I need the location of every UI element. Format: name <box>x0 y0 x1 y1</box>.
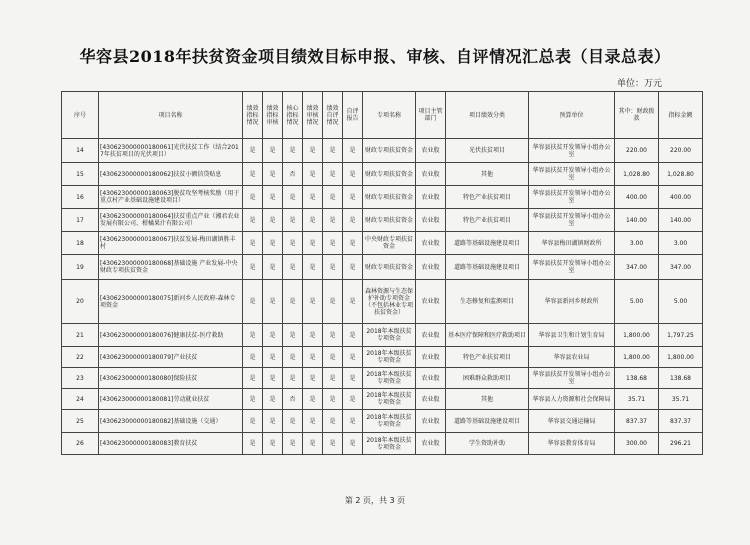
performance-review-cell: 是 <box>303 368 323 389</box>
table-row <box>62 163 703 186</box>
performance-review-cell: 是 <box>303 410 323 433</box>
core-indicator-cell: 是 <box>283 433 303 455</box>
indicator-amount-cell: 220.00 <box>659 139 703 163</box>
project-name-cell: [430623000000180067]扶贫发展-梅田湖镇胜丰村 <box>99 232 243 255</box>
performance-review-cell: 是 <box>303 163 323 186</box>
indicator-amount-cell: 347.00 <box>659 255 703 280</box>
budget-unit-cell: 华容县扶贫开发领导小组办公室 <box>529 209 615 232</box>
budget-unit-cell: 华容县农业局 <box>529 347 615 368</box>
project-name-cell: [430623000000180083]教育扶贫 <box>99 433 243 455</box>
fiscal-allocation-cell: 347.00 <box>615 255 659 280</box>
category-cell: 基本医疗保障和医疗救助项目 <box>446 324 529 347</box>
special-fund-cell: 2018年本级扶贫专项资金 <box>363 347 416 368</box>
core-indicator-cell: 否 <box>283 389 303 410</box>
header-indicator-status: 绩效指标情况 <box>243 92 263 139</box>
header-category: 项目绩效分类 <box>446 92 529 139</box>
indicator-amount-cell: 296.21 <box>659 433 703 455</box>
indicator-review-cell: 是 <box>263 410 283 433</box>
indicator-amount-cell: 3.00 <box>659 232 703 255</box>
self-evaluation-cell: 是 <box>323 368 343 389</box>
category-cell: 道路等基础设施建设项目 <box>446 410 529 433</box>
self-report-cell: 是 <box>343 433 363 455</box>
row-number-cell: 17 <box>62 209 99 232</box>
indicator-status-cell: 是 <box>243 163 263 186</box>
table-row <box>62 139 703 163</box>
performance-review-cell: 是 <box>303 139 323 163</box>
header-fiscal-allocation: 其中：财政拨款 <box>615 92 659 139</box>
self-evaluation-cell: 是 <box>323 433 343 455</box>
self-report-cell: 是 <box>343 139 363 163</box>
performance-review-cell: 是 <box>303 209 323 232</box>
indicator-amount-cell: 1,028.80 <box>659 163 703 186</box>
self-report-cell: 是 <box>343 280 363 324</box>
budget-unit-cell: 华容县扶贫开发领导小组办公室 <box>529 139 615 163</box>
indicator-status-cell: 是 <box>243 186 263 209</box>
indicator-status-cell: 是 <box>243 368 263 389</box>
header-indicator-amount: 指标金额 <box>659 92 703 139</box>
core-indicator-cell: 是 <box>283 209 303 232</box>
self-evaluation-cell: 是 <box>323 163 343 186</box>
unit-label: 单位：万元 <box>616 79 662 89</box>
fiscal-allocation-cell: 1,800.00 <box>615 347 659 368</box>
core-indicator-cell: 否 <box>283 163 303 186</box>
fiscal-allocation-cell: 1,028.80 <box>615 163 659 186</box>
indicator-status-cell: 是 <box>243 433 263 455</box>
self-evaluation-cell: 是 <box>323 280 343 324</box>
category-cell: 其他 <box>446 163 529 186</box>
table-row <box>62 410 703 433</box>
row-number-cell: 14 <box>62 139 99 163</box>
department-cell: 农业股 <box>416 433 446 455</box>
row-number-cell: 21 <box>62 324 99 347</box>
project-name-cell: [430623000000180075]新河乡人民政府-森林专项资金 <box>99 280 243 324</box>
department-cell: 农业股 <box>416 347 446 368</box>
indicator-review-cell: 是 <box>263 186 283 209</box>
self-report-cell: 是 <box>343 209 363 232</box>
self-evaluation-cell: 是 <box>323 232 343 255</box>
project-name-cell: [430623000000180064]扶贫重点产业（湘君农业发展有限公司、柑橘果汁有限公司） <box>99 209 243 232</box>
department-cell: 农业股 <box>416 368 446 389</box>
fiscal-allocation-cell: 1,800.00 <box>615 324 659 347</box>
indicator-review-cell: 是 <box>263 324 283 347</box>
performance-review-cell: 是 <box>303 433 323 455</box>
header-self-report: 自评报告 <box>343 92 363 139</box>
indicator-review-cell: 是 <box>263 255 283 280</box>
indicator-amount-cell: 1,800.00 <box>659 347 703 368</box>
project-name-cell: [430623000000180081]劳动就业扶贫 <box>99 389 243 410</box>
department-cell: 农业股 <box>416 163 446 186</box>
indicator-amount-cell: 35.71 <box>659 389 703 410</box>
special-fund-cell: 2018年本级扶贫专项资金 <box>363 433 416 455</box>
special-fund-cell: 2018年本级扶贫专项资金 <box>363 368 416 389</box>
performance-review-cell: 是 <box>303 347 323 368</box>
row-number-cell: 25 <box>62 410 99 433</box>
special-fund-cell: 财政专项扶贫资金 <box>363 209 416 232</box>
special-fund-cell: 中央财政专项扶贫资金 <box>363 232 416 255</box>
table-row <box>62 389 703 410</box>
core-indicator-cell: 是 <box>283 139 303 163</box>
category-cell: 其他 <box>446 389 529 410</box>
table-row <box>62 186 703 209</box>
project-name-cell: [430623000000180082]基础设施（交通） <box>99 410 243 433</box>
table-row <box>62 232 703 255</box>
self-report-cell: 是 <box>343 163 363 186</box>
budget-unit-cell: 华容县扶贫开发领导小组办公室 <box>529 255 615 280</box>
core-indicator-cell: 是 <box>283 410 303 433</box>
special-fund-cell: 2018年本级扶贫专项资金 <box>363 389 416 410</box>
fiscal-allocation-cell: 5.00 <box>615 280 659 324</box>
table-row <box>62 433 703 455</box>
self-report-cell: 是 <box>343 232 363 255</box>
department-cell: 农业股 <box>416 389 446 410</box>
indicator-amount-cell: 5.00 <box>659 280 703 324</box>
self-report-cell: 是 <box>343 347 363 368</box>
page-title: 华容县2018年扶贫资金项目绩效目标申报、审核、自评情况汇总表（目录总表） <box>79 47 671 66</box>
fiscal-allocation-cell: 3.00 <box>615 232 659 255</box>
project-name-cell: [430623000000180062]扶贫小额信贷贴息 <box>99 163 243 186</box>
table-row <box>62 255 703 280</box>
department-cell: 农业股 <box>416 280 446 324</box>
self-report-cell: 是 <box>343 368 363 389</box>
header-department: 项目主管部门 <box>416 92 446 139</box>
project-name-cell: [430623000000180080]保险扶贫 <box>99 368 243 389</box>
self-evaluation-cell: 是 <box>323 389 343 410</box>
row-number-cell: 15 <box>62 163 99 186</box>
header-special-fund: 专项名称 <box>363 92 416 139</box>
special-fund-cell: 2018年本级扶贫专项资金 <box>363 410 416 433</box>
page-footer: 第 2 页，共 3 页 <box>344 496 406 505</box>
indicator-status-cell: 是 <box>243 139 263 163</box>
performance-review-cell: 是 <box>303 186 323 209</box>
department-cell: 农业股 <box>416 410 446 433</box>
header-core-indicator: 核心指标情况 <box>283 92 303 139</box>
budget-unit-cell: 华容县新河乡财政所 <box>529 280 615 324</box>
department-cell: 农业股 <box>416 232 446 255</box>
fiscal-allocation-cell: 140.00 <box>615 209 659 232</box>
indicator-status-cell: 是 <box>243 232 263 255</box>
header-row <box>62 92 703 139</box>
self-evaluation-cell: 是 <box>323 347 343 368</box>
category-cell: 生态修复和监测项目 <box>446 280 529 324</box>
self-evaluation-cell: 是 <box>323 255 343 280</box>
category-cell: 光伏扶贫项目 <box>446 139 529 163</box>
fiscal-allocation-cell: 35.71 <box>615 389 659 410</box>
indicator-status-cell: 是 <box>243 324 263 347</box>
self-evaluation-cell: 是 <box>323 324 343 347</box>
core-indicator-cell: 是 <box>283 324 303 347</box>
indicator-status-cell: 是 <box>243 389 263 410</box>
core-indicator-cell: 是 <box>283 255 303 280</box>
project-name-cell: [430623000000180061]光伏扶贫工作（结合2017年扶贫项目的光伏项目） <box>99 139 243 163</box>
row-number-cell: 23 <box>62 368 99 389</box>
indicator-review-cell: 是 <box>263 389 283 410</box>
header-project-name: 项目名称 <box>99 92 243 139</box>
category-cell: 特色产业扶贫项目 <box>446 209 529 232</box>
summary-table <box>61 91 703 455</box>
special-fund-cell: 财政专项扶贫资金 <box>363 163 416 186</box>
indicator-amount-cell: 1,797.25 <box>659 324 703 347</box>
performance-review-cell: 是 <box>303 280 323 324</box>
row-number-cell: 19 <box>62 255 99 280</box>
indicator-review-cell: 是 <box>263 368 283 389</box>
header-budget-unit: 预算单位 <box>529 92 615 139</box>
indicator-review-cell: 是 <box>263 163 283 186</box>
indicator-status-cell: 是 <box>243 280 263 324</box>
budget-unit-cell: 华容县扶贫开发领导小组办公室 <box>529 163 615 186</box>
self-report-cell: 是 <box>343 410 363 433</box>
indicator-review-cell: 是 <box>263 139 283 163</box>
indicator-status-cell: 是 <box>243 347 263 368</box>
self-evaluation-cell: 是 <box>323 186 343 209</box>
self-report-cell: 是 <box>343 255 363 280</box>
budget-unit-cell: 华容县扶贫开发领导小组办公室 <box>529 186 615 209</box>
department-cell: 农业股 <box>416 139 446 163</box>
fiscal-allocation-cell: 837.37 <box>615 410 659 433</box>
header-self-evaluation: 绩效自评情况 <box>323 92 343 139</box>
indicator-review-cell: 是 <box>263 209 283 232</box>
special-fund-cell: 财政专项扶贫资金 <box>363 255 416 280</box>
special-fund-cell: 财政专项扶贫资金 <box>363 139 416 163</box>
header-performance-review: 绩效审核情况 <box>303 92 323 139</box>
department-cell: 农业股 <box>416 255 446 280</box>
project-name-cell: [430623000000180076]健康扶贫-医疗救助 <box>99 324 243 347</box>
indicator-status-cell: 是 <box>243 410 263 433</box>
budget-unit-cell: 华容县交通运输局 <box>529 410 615 433</box>
indicator-amount-cell: 140.00 <box>659 209 703 232</box>
performance-review-cell: 是 <box>303 255 323 280</box>
header-no: 序号 <box>62 92 99 139</box>
header-indicator-review: 绩效指标审核 <box>263 92 283 139</box>
indicator-status-cell: 是 <box>243 255 263 280</box>
self-report-cell: 是 <box>343 324 363 347</box>
table-row <box>62 368 703 389</box>
core-indicator-cell: 是 <box>283 186 303 209</box>
category-cell: 道路等基础设施建设项目 <box>446 255 529 280</box>
self-report-cell: 是 <box>343 389 363 410</box>
core-indicator-cell: 是 <box>283 347 303 368</box>
category-cell: 学生资助补助 <box>446 433 529 455</box>
row-number-cell: 16 <box>62 186 99 209</box>
category-cell: 特色产业扶贫项目 <box>446 186 529 209</box>
indicator-amount-cell: 400.00 <box>659 186 703 209</box>
special-fund-cell: 2018年本级扶贫专项资金 <box>363 324 416 347</box>
indicator-amount-cell: 138.68 <box>659 368 703 389</box>
category-cell: 特色产业扶贫项目 <box>446 347 529 368</box>
performance-review-cell: 是 <box>303 232 323 255</box>
indicator-review-cell: 是 <box>263 347 283 368</box>
indicator-review-cell: 是 <box>263 232 283 255</box>
project-name-cell: [430623000000180079]产业扶贫 <box>99 347 243 368</box>
row-number-cell: 22 <box>62 347 99 368</box>
budget-unit-cell: 华容县扶贫开发领导小组办公室 <box>529 368 615 389</box>
indicator-review-cell: 是 <box>263 433 283 455</box>
indicator-amount-cell: 837.37 <box>659 410 703 433</box>
core-indicator-cell: 是 <box>283 368 303 389</box>
core-indicator-cell: 是 <box>283 232 303 255</box>
category-cell: 困难群众救助项目 <box>446 368 529 389</box>
special-fund-cell: 森林资源与生态保护补助专项资金（不包括林业专项扶贫资金） <box>363 280 416 324</box>
department-cell: 农业股 <box>416 209 446 232</box>
table-row <box>62 280 703 324</box>
fiscal-allocation-cell: 400.00 <box>615 186 659 209</box>
self-evaluation-cell: 是 <box>323 139 343 163</box>
budget-unit-cell: 华容县人力资源和社会保障局 <box>529 389 615 410</box>
core-indicator-cell: 是 <box>283 280 303 324</box>
department-cell: 农业股 <box>416 186 446 209</box>
self-evaluation-cell: 是 <box>323 410 343 433</box>
row-number-cell: 26 <box>62 433 99 455</box>
budget-unit-cell: 华容县卫生和计划生育局 <box>529 324 615 347</box>
indicator-status-cell: 是 <box>243 209 263 232</box>
table-row <box>62 209 703 232</box>
row-number-cell: 18 <box>62 232 99 255</box>
budget-unit-cell: 华容县梅田湖镇财政所 <box>529 232 615 255</box>
performance-review-cell: 是 <box>303 324 323 347</box>
fiscal-allocation-cell: 220.00 <box>615 139 659 163</box>
table-row <box>62 347 703 368</box>
row-number-cell: 20 <box>62 280 99 324</box>
self-report-cell: 是 <box>343 186 363 209</box>
self-evaluation-cell: 是 <box>323 209 343 232</box>
indicator-review-cell: 是 <box>263 280 283 324</box>
project-name-cell: [430623000000180068]基础设施 产业发展-中央财政专项扶贫资金 <box>99 255 243 280</box>
category-cell: 道路等基础设施建设项目 <box>446 232 529 255</box>
fiscal-allocation-cell: 138.68 <box>615 368 659 389</box>
performance-review-cell: 是 <box>303 389 323 410</box>
fiscal-allocation-cell: 300.00 <box>615 433 659 455</box>
row-number-cell: 24 <box>62 389 99 410</box>
table-row <box>62 324 703 347</box>
special-fund-cell: 财政专项扶贫资金 <box>363 186 416 209</box>
project-name-cell: [430623000000180063]脱贫攻坚考核奖励（用于重点村产业基础设施建设项目） <box>99 186 243 209</box>
department-cell: 农业股 <box>416 324 446 347</box>
budget-unit-cell: 华容县教育体育局 <box>529 433 615 455</box>
